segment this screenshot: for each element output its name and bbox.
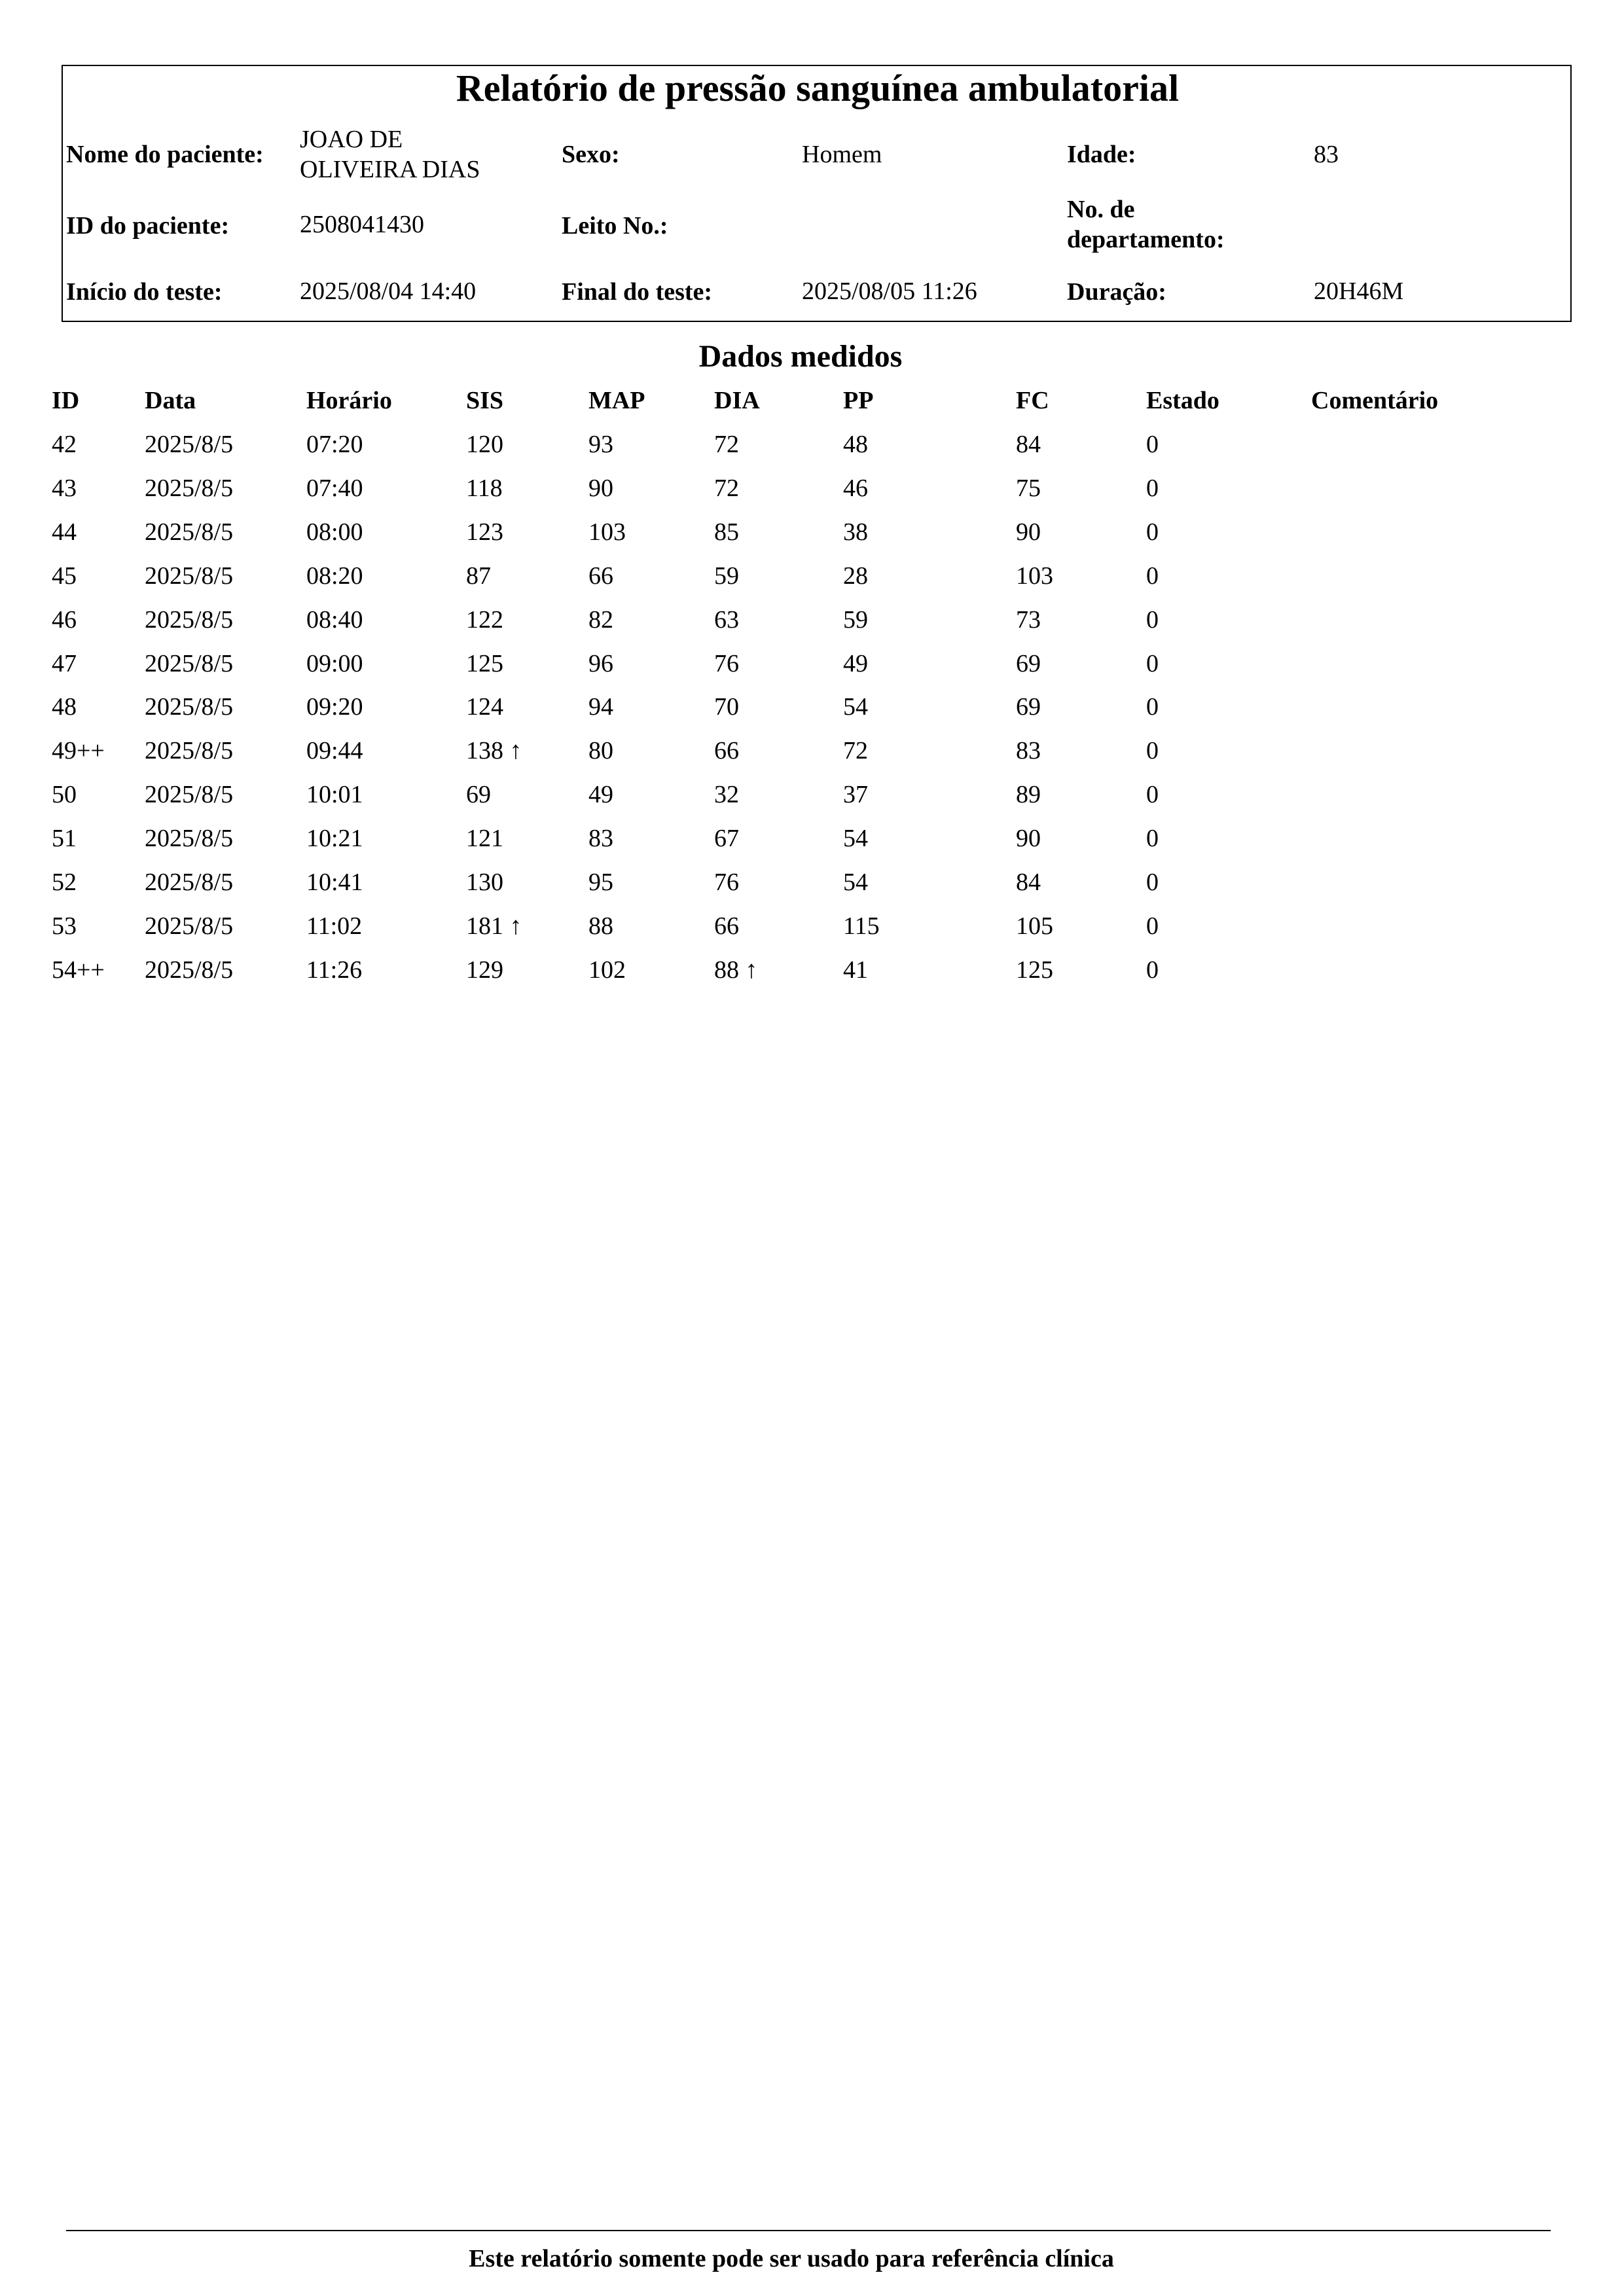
cell-fc: 84 bbox=[1016, 869, 1041, 896]
cell-dia: 85 bbox=[714, 518, 739, 546]
cell-fc: 73 bbox=[1016, 605, 1041, 634]
cell-pp: 59 bbox=[843, 605, 868, 634]
column-header-status: Estado bbox=[1146, 387, 1219, 414]
cell-id: 52 bbox=[52, 869, 77, 896]
cell-id: 45 bbox=[52, 562, 77, 590]
cell-sis: 125 bbox=[466, 649, 503, 677]
cell-map: 83 bbox=[588, 825, 613, 853]
cell-date: 2025/8/5 bbox=[145, 431, 234, 458]
cell-map: 102 bbox=[588, 956, 626, 984]
duration-label: Duração: bbox=[1067, 278, 1166, 306]
cell-date: 2025/8/5 bbox=[145, 737, 234, 765]
cell-time: 10:41 bbox=[306, 869, 363, 896]
patient-id-value: 2508041430 bbox=[300, 211, 424, 238]
cell-pp: 54 bbox=[843, 693, 868, 721]
cell-sis: 122 bbox=[466, 605, 503, 634]
cell-status: 0 bbox=[1146, 431, 1159, 458]
cell-time: 09:20 bbox=[306, 693, 363, 721]
column-header-date: Data bbox=[145, 387, 196, 414]
cell-pp: 37 bbox=[843, 781, 868, 809]
cell-sis: 120 bbox=[466, 431, 503, 458]
cell-date: 2025/8/5 bbox=[145, 869, 234, 896]
cell-fc: 125 bbox=[1016, 956, 1053, 984]
cell-id: 51 bbox=[52, 825, 77, 853]
cell-fc: 83 bbox=[1016, 737, 1041, 765]
cell-date: 2025/8/5 bbox=[145, 956, 234, 984]
cell-fc: 69 bbox=[1016, 693, 1041, 721]
cell-dia: 63 bbox=[714, 605, 739, 634]
cell-status: 0 bbox=[1146, 781, 1159, 809]
column-header-sis: SIS bbox=[466, 387, 504, 414]
cell-fc: 90 bbox=[1016, 825, 1041, 853]
cell-dia: 88 ↑ bbox=[714, 956, 758, 984]
cell-time: 07:20 bbox=[306, 431, 363, 458]
cell-dia: 59 bbox=[714, 562, 739, 590]
cell-sis: 181 ↑ bbox=[466, 912, 522, 940]
cell-fc: 69 bbox=[1016, 649, 1041, 677]
cell-time: 11:02 bbox=[306, 912, 363, 940]
cell-date: 2025/8/5 bbox=[145, 912, 234, 940]
cell-map: 66 bbox=[588, 562, 613, 590]
cell-status: 0 bbox=[1146, 518, 1159, 546]
cell-map: 49 bbox=[588, 781, 613, 809]
cell-dia: 76 bbox=[714, 869, 739, 896]
cell-date: 2025/8/5 bbox=[145, 605, 234, 634]
footer-note: Este relatório somente pode ser usado para referência clínica bbox=[469, 2245, 1114, 2272]
cell-status: 0 bbox=[1146, 825, 1159, 853]
cell-dia: 72 bbox=[714, 474, 739, 502]
cell-dia: 70 bbox=[714, 693, 739, 721]
cell-time: 10:01 bbox=[306, 781, 363, 809]
cell-dia: 66 bbox=[714, 912, 739, 940]
cell-map: 94 bbox=[588, 693, 613, 721]
cell-id: 43 bbox=[52, 474, 77, 502]
test-end-value: 2025/08/05 11:26 bbox=[802, 278, 977, 305]
cell-id: 53 bbox=[52, 912, 77, 940]
cell-id: 49++ bbox=[52, 737, 105, 765]
cell-id: 46 bbox=[52, 605, 77, 634]
report-title: Relatório de pressão sanguínea ambulatorial bbox=[456, 67, 1180, 109]
cell-id: 44 bbox=[52, 518, 77, 546]
cell-date: 2025/8/5 bbox=[145, 825, 234, 853]
sex-value: Homem bbox=[802, 141, 882, 168]
cell-id: 48 bbox=[52, 693, 77, 721]
column-header-comment: Comentário bbox=[1311, 387, 1439, 414]
cell-date: 2025/8/5 bbox=[145, 781, 234, 809]
cell-sis: 87 bbox=[466, 562, 491, 590]
column-header-pp: PP bbox=[843, 387, 874, 414]
cell-fc: 84 bbox=[1016, 431, 1041, 458]
cell-time: 09:44 bbox=[306, 737, 363, 765]
cell-time: 09:00 bbox=[306, 649, 363, 677]
cell-status: 0 bbox=[1146, 737, 1159, 765]
cell-pp: 46 bbox=[843, 474, 868, 502]
cell-time: 08:20 bbox=[306, 562, 363, 590]
cell-pp: 49 bbox=[843, 649, 868, 677]
measurements-title: Dados medidos bbox=[698, 339, 903, 374]
cell-status: 0 bbox=[1146, 956, 1159, 984]
bed-label: Leito No.: bbox=[562, 212, 668, 240]
cell-pp: 54 bbox=[843, 825, 868, 853]
column-header-id: ID bbox=[52, 387, 80, 414]
cell-map: 95 bbox=[588, 869, 613, 896]
cell-map: 88 bbox=[588, 912, 613, 940]
footer-divider bbox=[66, 2230, 1551, 2231]
patient-id-label: ID do paciente: bbox=[66, 212, 230, 240]
cell-id: 42 bbox=[52, 431, 77, 458]
cell-pp: 41 bbox=[843, 956, 868, 984]
cell-dia: 32 bbox=[714, 781, 739, 809]
cell-sis: 121 bbox=[466, 825, 503, 853]
cell-time: 08:40 bbox=[306, 605, 363, 634]
cell-map: 93 bbox=[588, 431, 613, 458]
cell-fc: 103 bbox=[1016, 562, 1053, 590]
cell-dia: 76 bbox=[714, 649, 739, 677]
cell-pp: 28 bbox=[843, 562, 868, 590]
test-start-label: Início do teste: bbox=[66, 278, 223, 306]
cell-dia: 72 bbox=[714, 431, 739, 458]
age-label: Idade: bbox=[1067, 141, 1136, 168]
cell-pp: 115 bbox=[843, 912, 880, 940]
cell-date: 2025/8/5 bbox=[145, 474, 234, 502]
cell-time: 11:26 bbox=[306, 956, 363, 984]
cell-sis: 138 ↑ bbox=[466, 737, 522, 765]
cell-fc: 75 bbox=[1016, 474, 1041, 502]
cell-status: 0 bbox=[1146, 869, 1159, 896]
cell-id: 54++ bbox=[52, 956, 105, 984]
cell-id: 47 bbox=[52, 649, 77, 677]
cell-status: 0 bbox=[1146, 693, 1159, 721]
cell-date: 2025/8/5 bbox=[145, 562, 234, 590]
cell-fc: 105 bbox=[1016, 912, 1053, 940]
cell-map: 90 bbox=[588, 474, 613, 502]
test-end-label: Final do teste: bbox=[562, 278, 713, 306]
cell-pp: 38 bbox=[843, 518, 868, 546]
cell-sis: 124 bbox=[466, 693, 503, 721]
cell-status: 0 bbox=[1146, 912, 1159, 940]
column-header-map: MAP bbox=[588, 387, 645, 414]
cell-status: 0 bbox=[1146, 605, 1159, 634]
cell-map: 96 bbox=[588, 649, 613, 677]
cell-status: 0 bbox=[1146, 474, 1159, 502]
cell-fc: 90 bbox=[1016, 518, 1041, 546]
age-value: 83 bbox=[1314, 141, 1339, 168]
cell-pp: 54 bbox=[843, 869, 868, 896]
cell-sis: 129 bbox=[466, 956, 503, 984]
cell-dia: 67 bbox=[714, 825, 739, 853]
cell-map: 103 bbox=[588, 518, 626, 546]
department-label-line2: departamento: bbox=[1067, 226, 1225, 253]
cell-pp: 48 bbox=[843, 431, 868, 458]
patient-name-label: Nome do paciente: bbox=[66, 141, 264, 168]
cell-sis: 69 bbox=[466, 781, 491, 809]
cell-date: 2025/8/5 bbox=[145, 693, 234, 721]
department-label-line1: No. de bbox=[1067, 196, 1135, 223]
cell-date: 2025/8/5 bbox=[145, 649, 234, 677]
cell-map: 80 bbox=[588, 737, 613, 765]
cell-sis: 123 bbox=[466, 518, 503, 546]
duration-value: 20H46M bbox=[1314, 278, 1404, 305]
column-header-fc: FC bbox=[1016, 387, 1049, 414]
cell-time: 08:00 bbox=[306, 518, 363, 546]
column-header-time: Horário bbox=[306, 387, 392, 414]
cell-map: 82 bbox=[588, 605, 613, 634]
cell-time: 10:21 bbox=[306, 825, 363, 853]
test-start-value: 2025/08/04 14:40 bbox=[300, 278, 477, 305]
patient-name-value-line1: JOAO DE bbox=[300, 126, 403, 153]
sex-label: Sexo: bbox=[562, 141, 620, 168]
cell-status: 0 bbox=[1146, 562, 1159, 590]
cell-dia: 66 bbox=[714, 737, 739, 765]
cell-date: 2025/8/5 bbox=[145, 518, 234, 546]
cell-fc: 89 bbox=[1016, 781, 1041, 809]
cell-sis: 130 bbox=[466, 869, 503, 896]
cell-sis: 118 bbox=[466, 474, 503, 502]
patient-name-value-line2: OLIVEIRA DIAS bbox=[300, 156, 480, 183]
column-header-dia: DIA bbox=[714, 387, 760, 414]
cell-id: 50 bbox=[52, 781, 77, 809]
cell-status: 0 bbox=[1146, 649, 1159, 677]
cell-time: 07:40 bbox=[306, 474, 363, 502]
cell-pp: 72 bbox=[843, 737, 868, 765]
